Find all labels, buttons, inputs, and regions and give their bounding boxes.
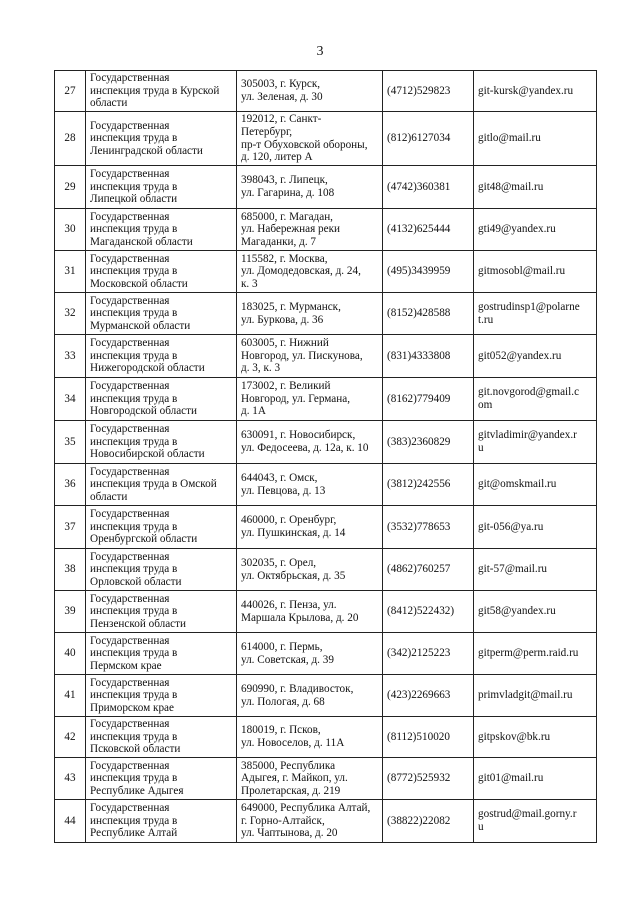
inspection-name-line: инспекция труда в [90,265,178,278]
address-line: д. 120, литер А [241,151,313,164]
email-line: git-056@ya.ru [478,520,544,533]
inspection-address [237,717,383,758]
address-line: Пролетарская, д. 219 [241,784,341,797]
inspection-phone: (342)2125223 [383,633,474,675]
address-line: Новгород, ул. Пискунова, [241,349,363,362]
row-number: 44 [55,800,86,843]
inspection-name [86,591,237,633]
inspection-email [474,675,597,717]
address-line: д. 3, к. 3 [241,362,281,375]
table-row [55,800,597,843]
inspection-email [474,378,597,421]
row-number: 42 [55,717,86,758]
address-line: 603005, г. Нижний [241,337,329,350]
inspection-name-line: Государственная [90,294,170,307]
address-line: ул. Набережная реки [241,223,340,236]
inspection-phone: (8152)428588 [383,293,474,335]
inspection-name-line: Государственная [90,550,170,563]
inspection-name-line: инспекция труда в [90,605,178,618]
inspection-phone: (831)4333808 [383,335,474,378]
inspection-name [86,112,237,166]
inspection-name [86,71,237,112]
inspection-address [237,506,383,549]
address-line: ул. Федосеева, д. 12а, к. 10 [241,442,369,454]
inspection-name-line: инспекция труда в [90,647,178,660]
inspection-name-line: Государственная [90,168,170,181]
row-number: 30 [55,209,86,251]
email-line: gitlo@mail.ru [478,132,541,145]
inspection-address [237,335,383,378]
address-line: ул. Октябрьская, д. 35 [241,569,346,582]
inspection-email [474,717,597,758]
inspection-name [86,421,237,464]
inspection-phone: (423)2269663 [383,675,474,717]
inspection-phone: (8162)779409 [383,378,474,421]
inspection-name [86,800,237,843]
inspection-name-line: инспекция труда в [90,520,178,533]
address-line: ул. Пушкинская, д. 14 [241,527,346,539]
inspection-name-line: инспекция труда в [90,563,178,576]
email-line: primvladgit@mail.ru [478,689,573,702]
address-line: к. 3 [241,277,258,290]
inspection-name-line: Государственная [90,72,170,85]
inspection-email [474,335,597,378]
table-row [55,758,597,800]
inspection-address [237,251,383,293]
inspection-name [86,633,237,675]
inspection-address [237,421,383,464]
email-line: u [478,821,484,833]
inspection-name [86,209,237,251]
address-line: ул. Новоселов, д. 11А [241,737,345,749]
inspection-name [86,506,237,549]
inspection-name [86,251,237,293]
inspection-name-line: Приморском крае [90,701,174,714]
email-line: om [478,399,493,411]
inspection-email [474,758,597,800]
address-line: ул. Домодедовская, д. 24, [241,265,361,278]
address-line: 440026, г. Пенза, ул. [241,598,337,611]
table-row [55,633,597,675]
inspection-name-line: инспекция труда в Курской [90,84,220,97]
inspection-email [474,591,597,633]
inspection-email [474,633,597,675]
row-number: 29 [55,166,86,209]
email-line: t.ru [478,313,494,326]
address-line: 192012, г. Санкт- [241,113,322,126]
inspection-phone: (4862)760257 [383,549,474,591]
inspection-email [474,209,597,251]
table-row [55,251,597,293]
table-row [55,378,597,421]
email-line: git.novgorod@gmail.c [478,386,580,399]
inspection-name-line: инспекция труда в [90,772,178,785]
inspection-name-line: Мурманской области [90,319,191,332]
inspection-name-line: инспекция труда в [90,814,178,827]
email-line: u [478,442,484,454]
inspection-name-line: инспекция труда в [90,730,178,743]
row-number: 35 [55,421,86,464]
email-line: gitperm@perm.raid.ru [478,647,579,660]
table-row [55,717,597,758]
inspection-name-line: инспекция труда в [90,223,178,236]
email-line: gostrud@mail.gorny.r [478,808,577,821]
address-line: ул. Зеленая, д. 30 [241,91,323,103]
address-line: 644043, г. Омск, [241,471,318,484]
inspection-name-line: инспекция труда в [90,307,178,320]
row-number: 38 [55,549,86,591]
address-line: ул. Буркова, д. 36 [241,313,324,326]
inspection-email [474,293,597,335]
inspection-email [474,112,597,166]
row-number: 33 [55,335,86,378]
inspection-address [237,166,383,209]
address-line: Магаданки, д. 7 [241,235,317,248]
address-line: ул. Советская, д. 39 [241,653,334,666]
inspection-name-line: Государственная [90,759,170,772]
address-line: 115582, г. Москва, [241,252,328,265]
inspection-address [237,675,383,717]
address-line: г. Горно-Алтайск, [241,814,325,827]
address-line: 460000, г. Оренбург, [241,514,337,527]
address-line: Адыгея, г. Майкоп, ул. [241,772,348,785]
row-number: 28 [55,112,86,166]
email-line: git052@yandex.ru [478,349,562,362]
inspection-name-line: инспекция труда в [90,132,178,145]
inspection-phone: (8112)510020 [383,717,474,758]
table-row [55,464,597,506]
address-line: ул. Гагарина, д. 108 [241,187,335,199]
inspection-phone: (8772)525932 [383,758,474,800]
inspection-address [237,464,383,506]
inspection-name-line: Пермском крае [90,659,162,672]
inspection-name-line: Нижегородской области [90,362,205,375]
address-line: Петербург, [241,125,293,138]
inspection-name-line: инспекция труда в [90,689,178,702]
inspection-address [237,800,383,843]
inspection-address [237,293,383,335]
address-line: пр-т Обуховской обороны, [241,138,368,151]
inspection-phone: (4742)360381 [383,166,474,209]
address-line: Маршала Крылова, д. 20 [241,611,359,624]
address-line: ул. Чаптынова, д. 20 [241,827,338,840]
email-line: gitvladimir@yandex.r [478,429,577,442]
inspection-name-line: Государственная [90,508,170,521]
address-line: 685000, г. Магадан, [241,210,333,223]
inspection-name-line: области [90,97,128,110]
email-line: git58@yandex.ru [478,605,556,618]
inspection-name-line: инспекция труда в [90,349,178,362]
email-line: git-kursk@yandex.ru [478,84,574,97]
address-line: 690990, г. Владивосток, [241,682,354,695]
table-row [55,166,597,209]
inspection-email [474,800,597,843]
row-number: 41 [55,675,86,717]
inspection-name-line: Государственная [90,252,170,265]
inspection-phone: (8412)522432) [383,591,474,633]
inspection-name-line: Государственная [90,592,170,605]
email-line: gitmosobl@mail.ru [478,265,566,278]
inspection-name-line: Государственная [90,634,170,647]
email-line: git-57@mail.ru [478,563,548,576]
inspection-name [86,675,237,717]
address-line: 649000, Республика Алтай, [241,802,371,815]
row-number: 34 [55,378,86,421]
inspection-name-line: Псковской области [90,743,181,756]
table-row [55,335,597,378]
address-line: 305003, г. Курск, [241,78,321,91]
inspection-name-line: Государственная [90,423,170,436]
inspection-name [86,335,237,378]
inspection-email [474,464,597,506]
inspection-name-line: Новгородской области [90,405,198,418]
inspection-name-line: инспекция труда в [90,435,178,448]
table-row [55,421,597,464]
inspection-name [86,166,237,209]
row-number: 31 [55,251,86,293]
address-line: Новгород, ул. Германа, [241,392,351,405]
inspection-name-line: Новосибирской области [90,448,205,461]
inspection-address [237,549,383,591]
inspection-email [474,166,597,209]
row-number: 37 [55,506,86,549]
inspection-name [86,717,237,758]
page-number: 3 [316,44,324,59]
address-line: д. 1А [241,405,266,418]
inspection-phone: (383)2360829 [383,421,474,464]
inspection-name-line: области [90,490,128,503]
table-row [55,549,597,591]
inspection-name-line: инспекция труда в Омской [90,478,217,491]
inspection-name-line: Государственная [90,676,170,689]
address-line: 183025, г. Мурманск, [241,300,341,313]
inspection-name-line: Республике Алтай [90,827,178,840]
inspection-name-line: Государственная [90,119,170,132]
inspection-address [237,209,383,251]
row-number: 27 [55,71,86,112]
inspection-phone: (4712)529823 [383,71,474,112]
inspection-name-line: Государственная [90,718,170,731]
address-line: 398043, г. Липецк, [241,174,328,187]
inspection-phone: (812)6127034 [383,112,474,166]
inspection-address [237,112,383,166]
inspection-name-line: Липецкой области [90,193,178,206]
inspection-name [86,293,237,335]
inspection-name-line: Государственная [90,802,170,815]
inspection-name-line: Государственная [90,465,170,478]
inspection-email [474,549,597,591]
address-line: 614000, г. Пермь, [241,640,323,653]
table-row [55,675,597,717]
labor-inspections-table [54,70,597,843]
inspection-phone: (3532)778653 [383,506,474,549]
email-line: gostrudinsp1@polarne [478,300,580,313]
inspection-name-line: Государственная [90,210,170,223]
table-row [55,209,597,251]
address-line: 180019, г. Псков, [241,724,321,737]
address-line: 385000, Республика [241,759,336,772]
inspection-phone: (38822)22082 [383,800,474,843]
email-line: gti49@yandex.ru [478,223,556,236]
table-row [55,506,597,549]
inspection-phone: (4132)625444 [383,209,474,251]
inspection-name-line: Государственная [90,337,170,350]
inspection-name-line: Пензенской области [90,617,187,630]
inspection-name-line: инспекция труда в [90,180,178,193]
inspection-address [237,591,383,633]
inspection-name-line: инспекция труда в [90,392,178,405]
table-row [55,112,597,166]
inspection-name-line: Московской области [90,277,188,290]
address-line: 630091, г. Новосибирск, [241,429,356,442]
inspection-email [474,506,597,549]
row-number: 39 [55,591,86,633]
inspection-email [474,71,597,112]
email-line: git@omskmail.ru [478,478,557,491]
inspection-phone: (3812)242556 [383,464,474,506]
row-number: 36 [55,464,86,506]
table-row [55,293,597,335]
address-line: ул. Пологая, д. 68 [241,695,325,708]
email-line: gitpskov@bk.ru [478,730,551,743]
inspection-name-line: Орловской области [90,575,182,588]
table-row [55,71,597,112]
inspection-name [86,464,237,506]
address-line: 302035, г. Орел, [241,556,317,569]
inspection-address [237,758,383,800]
inspection-name-line: Ленинградской области [90,144,203,157]
row-number: 32 [55,293,86,335]
inspection-name-line: Магаданской области [90,235,193,248]
email-line: git48@mail.ru [478,180,544,193]
inspection-email [474,251,597,293]
inspection-name [86,549,237,591]
row-number: 40 [55,633,86,675]
inspection-address [237,378,383,421]
address-line: 173002, г. Великий [241,380,331,393]
address-line: ул. Певцова, д. 13 [241,484,326,497]
inspection-name-line: Республике Адыгея [90,784,184,797]
inspection-name [86,758,237,800]
inspection-name-line: Оренбургской области [90,533,198,546]
inspection-phone: (495)3439959 [383,251,474,293]
inspection-name [86,378,237,421]
inspection-name-line: Государственная [90,380,170,393]
inspection-email [474,421,597,464]
inspection-address [237,71,383,112]
row-number: 43 [55,758,86,800]
inspection-address [237,633,383,675]
table-row [55,591,597,633]
email-line: git01@mail.ru [478,772,544,785]
